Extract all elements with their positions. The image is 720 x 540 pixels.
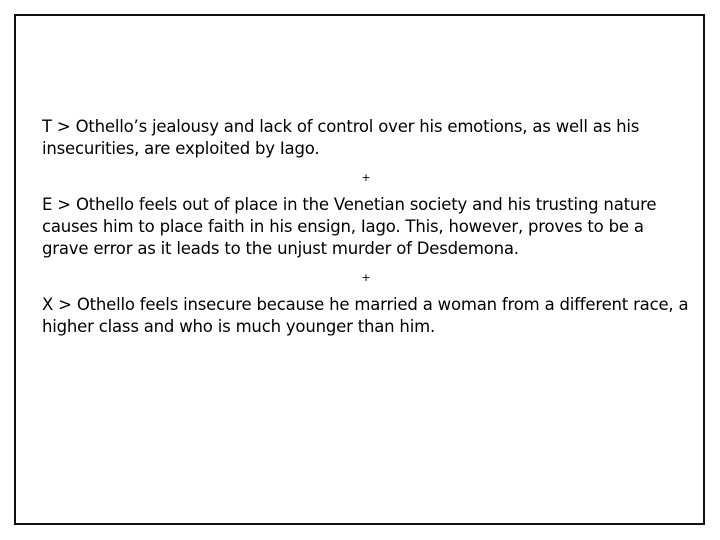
example-paragraph: X > Othello feels insecure because he married a woman from a different race, a higher class and who is much younger than him. (42, 295, 689, 336)
explanation-paragraph: E > Othello feels out of place in the Venetian society and his trusting nature causes him to place faith in his ensign, Iago. This, however, proves to be a grave error as it leads to the unjust murder of Desdemona. (42, 195, 657, 258)
plus-separator: + (361, 271, 371, 284)
slide-frame (14, 14, 705, 525)
slide-content (42, 116, 690, 338)
plus-separator: + (361, 171, 371, 184)
topic-paragraph: T > Othello’s jealousy and lack of control over his emotions, as well as his insecurities, are exploited by Iago. (42, 117, 640, 158)
